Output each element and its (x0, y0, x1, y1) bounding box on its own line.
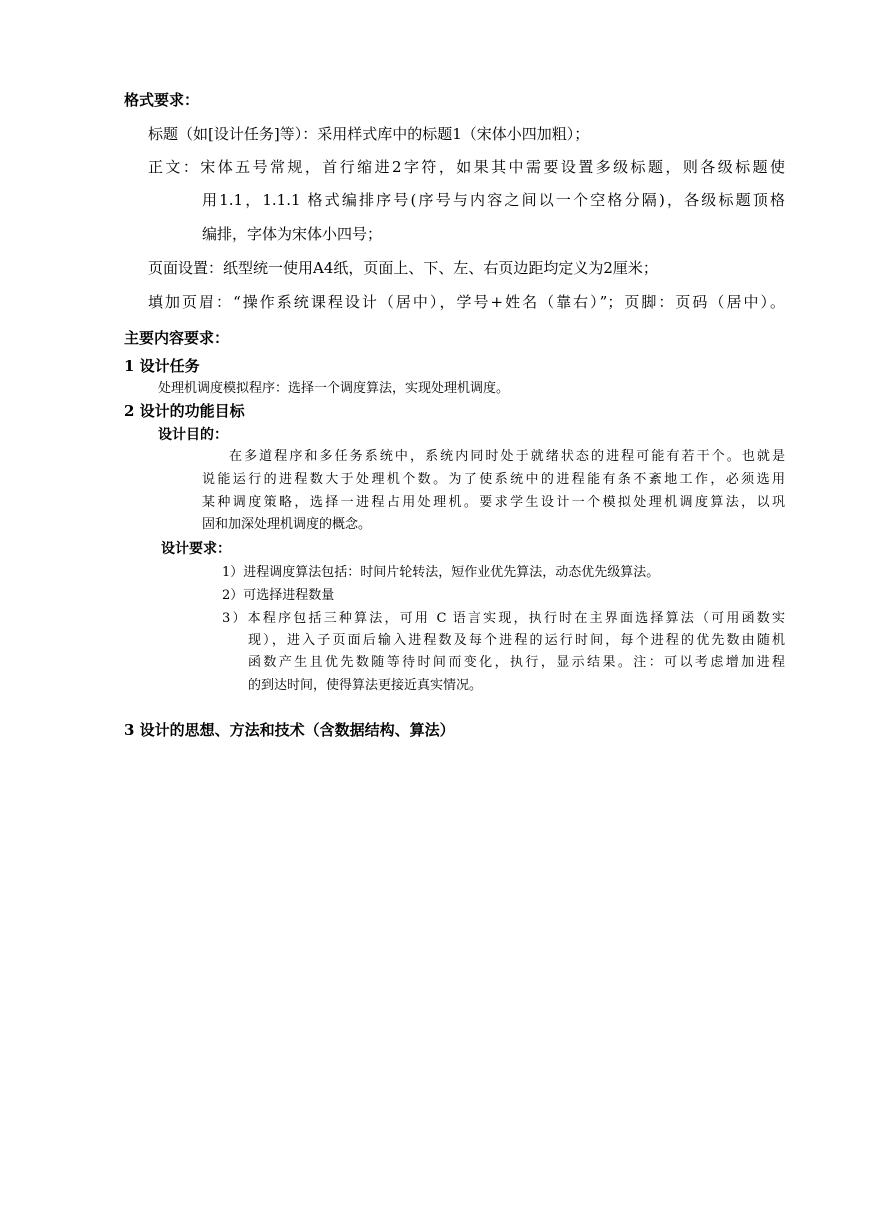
section-3-title: 3 设计的思想、方法和技术（含数据结构、算法） (124, 721, 455, 739)
purpose-line-4: 固和加深处理机调度的概念。 (202, 517, 372, 532)
design-requirements-heading: 设计要求： (161, 541, 231, 557)
requirement-item-1: 1）进程调度算法包括：时间片轮转法，短作业优先算法，动态优先级算法。 (222, 565, 660, 580)
section-1-body: 处理机调度模拟程序：选择一个调度算法，实现处理机调度。 (158, 381, 510, 396)
header-footer-rule: 填加页眉：“操作系统课程设计（居中），学号+姓名（靠右）”；页脚：页码（居中）。 (148, 293, 785, 311)
body-rule-line-3: 编排，字体为宋体小四号； (202, 225, 383, 243)
purpose-line-2: 说能运行的进程数大于处理机个数。为了使系统中的进程能有条不紊地工作，必须选用 (202, 472, 785, 487)
section-1-title: 1 设计任务 (124, 357, 200, 375)
title-rule: 标题（如[设计任务]等）：采用样式库中的标题1（宋体小四加粗）； (148, 125, 590, 143)
format-requirements-heading: 格式要求： (124, 91, 200, 109)
requirement-item-3-line-2: 现），进入子页面后输入进程数及每个进程的运行时间，每个进程的优先数由随机 (248, 633, 785, 648)
requirement-item-2: 2）可选择进程数量 (222, 588, 335, 603)
main-content-heading: 主要内容要求： (124, 329, 230, 347)
requirement-item-3-line-1: 3）本程序包括三种算法，可用 C 语言实现，执行时在主界面选择算法（可用函数实 (222, 611, 785, 626)
body-rule-line-1: 正文：宋体五号常规，首行缩进2字符，如果其中需要设置多级标题，则各级标题使 (148, 158, 785, 176)
body-rule-line-2: 用1.1，1.1.1 格式编排序号(序号与内容之间以一个空格分隔)，各级标题顶格 (202, 191, 785, 209)
requirement-item-3-line-4: 的到达时间，使得算法更接近真实情况。 (248, 678, 483, 693)
requirement-item-3-line-3: 函数产生且优先数随等待时间而变化，执行，显示结果。注：可以考虑增加进程 (248, 655, 785, 670)
page-setup-rule: 页面设置：纸型统一使用A4纸，页面上、下、左、右页边距均定义为2厘米； (148, 259, 658, 277)
purpose-line-1: 在多道程序和多任务系统中，系统内同时处于就绪状态的进程可能有若干个。也就是 (229, 449, 785, 464)
section-2-title: 2 设计的功能目标 (124, 402, 245, 420)
design-purpose-heading: 设计目的： (158, 427, 228, 443)
purpose-line-3: 某种调度策略，选择一进程占用处理机。要求学生设计一个模拟处理机调度算法，以巩 (202, 495, 785, 510)
